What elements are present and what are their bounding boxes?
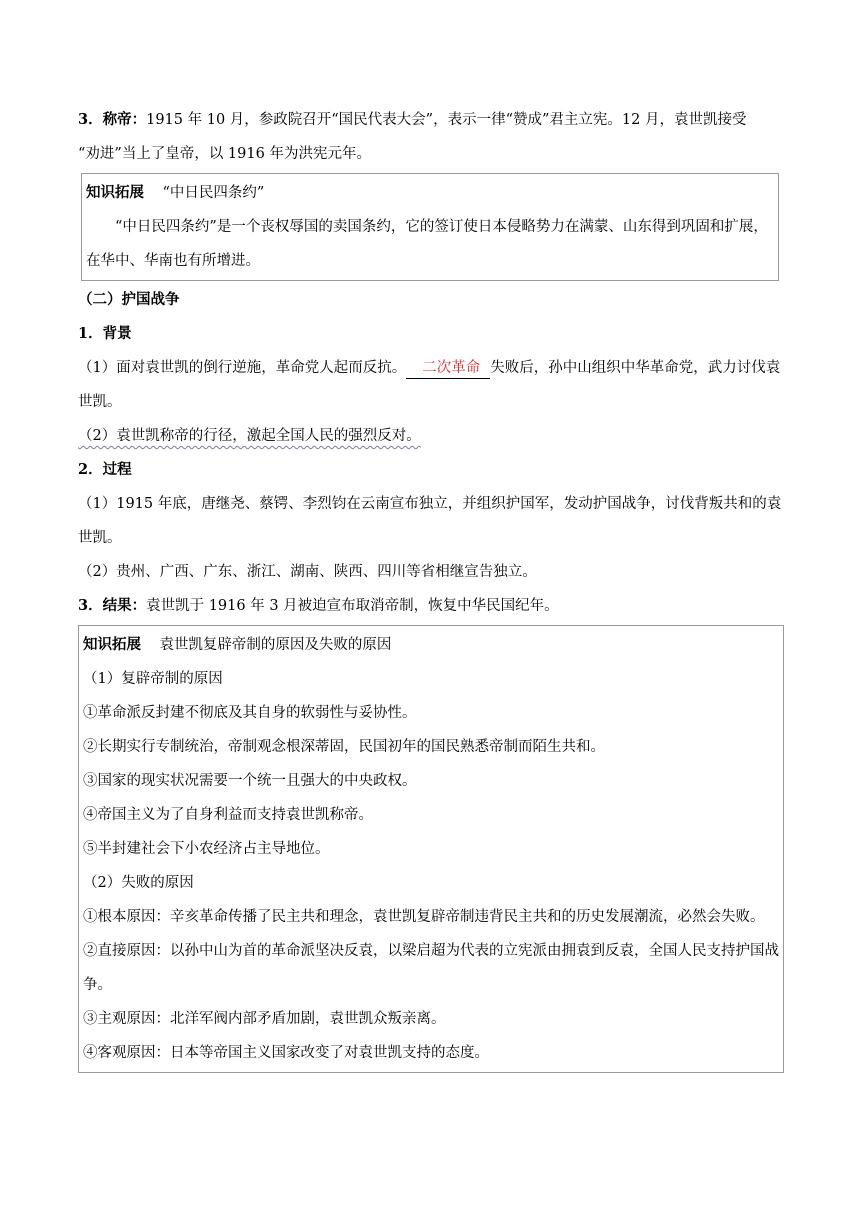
- reasons-subheading: （1）复辟帝制的原因: [83, 671, 223, 687]
- reason-item: ④帝国主义为了自身利益而支持袁世凯称帝。: [83, 807, 373, 823]
- subsection-number: 1．: [78, 325, 103, 342]
- section-text-line1: 1915 年 10 月，参政院召开“国民代表大会”，表示一律“赞成”君主立宪。12 月，袁世凯接受: [146, 112, 747, 128]
- document-page: [78, 103, 784, 1073]
- knowledge-box-title: 袁世凯复辟帝制的原因及失败的原因: [159, 637, 392, 653]
- section-number: 3．: [78, 111, 103, 128]
- subsection-title: 结果：: [102, 597, 147, 614]
- knowledge-box-title: “中日民四条约”: [162, 185, 265, 201]
- knowledge-box-label: 知识拓展: [83, 636, 141, 653]
- failure-item: ②直接原因：以孙中山为首的革命派坚决反袁，以梁启超为代表的立宪派由拥袁到反袁，全国人民支持护国战争。: [83, 943, 779, 993]
- background-text-a: （1）面对袁世凯的倒行逆施，革命党人起而反抗。: [78, 360, 407, 376]
- section-title: 称帝：: [102, 111, 147, 128]
- section-proclaim-emperor: [78, 103, 784, 171]
- reason-item: ⑤半封建社会下小农经济占主导地位。: [83, 841, 330, 857]
- section-text-line2: “劝进”当上了皇帝，以 1916 年为洪宪元年。: [78, 146, 371, 162]
- fill-blank-answer: 二次革命: [406, 358, 490, 379]
- background-paragraph-2: [78, 419, 784, 453]
- subsection-title: 背景: [102, 325, 132, 342]
- reason-item: ③国家的现实状况需要一个统一且强大的中央政权。: [83, 773, 417, 789]
- reason-item: ②长期实行专制统治，帝制观念根深蒂固，民国初年的国民熟悉帝制而陌生共和。: [83, 739, 605, 755]
- process-paragraph-2: （2）贵州、广西、广东、浙江、湖南、陕西、四川等省相继宣告独立。: [78, 564, 537, 580]
- subsection-title: 过程: [102, 461, 132, 478]
- background-paragraph-1: [78, 351, 784, 419]
- reason-item: ①革命派反封建不彻底及其自身的软弱性与妥协性。: [83, 705, 417, 721]
- subsection-result: [78, 589, 784, 623]
- background-text-b: 失败后，孙中山组织中华革命党，武力讨伐袁世凯。: [78, 360, 781, 410]
- knowledge-box-treaty: [81, 173, 779, 281]
- failures-subheading: （2）失败的原因: [83, 875, 194, 891]
- failure-item: ③主观原因：北洋军阀内部矛盾加剧，袁世凯众叛亲离。: [83, 1011, 446, 1027]
- process-paragraph-1: （1）1915 年底，唐继尧、蔡锷、李烈钧在云南宣布独立，并组织护国军，发动护国战争，讨伐背叛共和的袁世凯。: [78, 496, 782, 546]
- failure-item: ①根本原因：辛亥革命传播了民主共和理念，袁世凯复辟帝制违背民主共和的历史发展潮流，必然会失败。: [83, 909, 765, 925]
- knowledge-box-restoration: [78, 625, 784, 1073]
- knowledge-box-header: [86, 176, 774, 210]
- subsection-number: 3．: [78, 597, 103, 614]
- failure-item: ④客观原因：日本等帝国主义国家改变了对袁世凯支持的态度。: [83, 1045, 489, 1061]
- knowledge-box-body: “中日民四条约”是一个丧权辱国的卖国条约，它的签订使日本侵略势力在满蒙、山东得到巩固和扩展，在华中、华南也有所增进。: [86, 219, 768, 269]
- background-text-wavy: （2）袁世凯称帝的行径，激起全国人民的强烈反对。: [78, 428, 421, 444]
- subsection-number: 2．: [78, 461, 103, 478]
- result-text: 袁世凯于 1916 年 3 月被迫宣布取消帝制，恢复中华民国纪年。: [146, 598, 559, 614]
- subsection-process-heading: [78, 453, 784, 487]
- subsection-background-heading: [78, 317, 784, 351]
- knowledge-box-label: 知识拓展: [86, 184, 144, 201]
- knowledge-box-header: [83, 628, 779, 662]
- part-heading: （二）护国战争: [78, 291, 180, 308]
